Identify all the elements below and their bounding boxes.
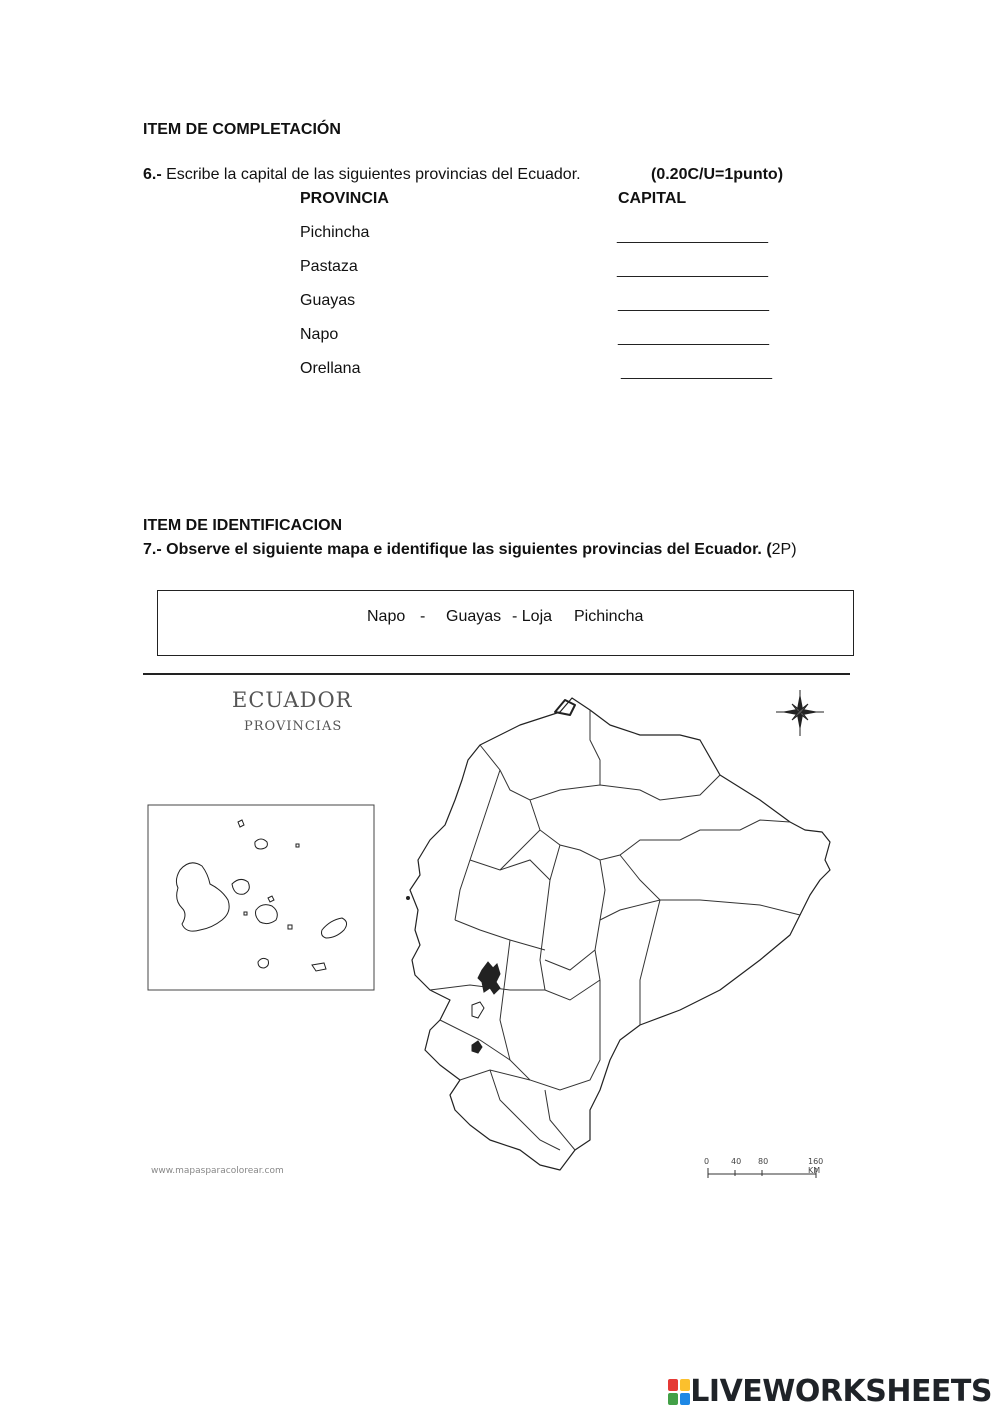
province-name: Pastaza [300,258,358,275]
question-6-points: (0.20C/U=1punto) [651,166,784,183]
section2-heading: ITEM DE IDENTIFICACION [143,517,343,534]
column-header-capital: CAPITAL [618,190,687,207]
map-subtitle: PROVINCIAS [244,719,343,734]
word-bank-separator: - [420,608,426,625]
column-header-province: PROVINCIA [300,190,389,207]
galapagos-inset [148,805,374,990]
capital-answer-blank[interactable]: ___________________ [618,295,769,312]
scale-bar [708,1168,816,1178]
question-7-points-open: ( [766,541,772,558]
liveworksheets-logo[interactable] [668,1374,992,1409]
province-name: Napo [300,326,339,343]
capital-answer-blank[interactable]: ___________________ [617,261,768,278]
province-name: Orellana [300,360,361,377]
capital-answer-blank[interactable]: ___________________ [621,363,772,380]
word-bank-item: Pichincha [574,608,644,625]
word-bank-item: - Loja [512,608,553,625]
province-borders [430,710,800,1150]
scale-label: 0 [704,1157,710,1166]
scale-label: 160 KM [808,1157,824,1175]
compass-icon [776,690,824,736]
question-6-text: Escribe la capital de las siguientes provincias del Ecuador. [166,166,581,183]
logo-mark-icon [668,1379,690,1405]
logo-text: LIVEWORKSHEETS [690,1374,992,1409]
word-bank-item: Napo [367,608,406,625]
scale-label: 40 [731,1157,742,1166]
capital-answer-blank[interactable]: ___________________ [618,329,769,346]
map-title: ECUADOR [232,688,353,712]
question-6-number: 6.- [143,166,162,183]
capital-answer-blank[interactable]: ___________________ [617,227,768,244]
question-7-points: 2P) [771,541,797,558]
question-7-text: 7.- Observe el siguiente mapa e identifique las siguientes provincias del Ecuador. [143,541,762,558]
scale-label: 80 [758,1157,769,1166]
province-name: Guayas [300,292,356,309]
word-bank-item: Guayas [446,608,502,625]
province-name: Pichincha [300,224,370,241]
map-credit: www.mapasparacolorear.com [151,1166,284,1176]
mainland-outline [410,698,830,1170]
gulf-detail [407,897,501,1054]
section1-heading: ITEM DE COMPLETACIÓN [143,121,341,138]
